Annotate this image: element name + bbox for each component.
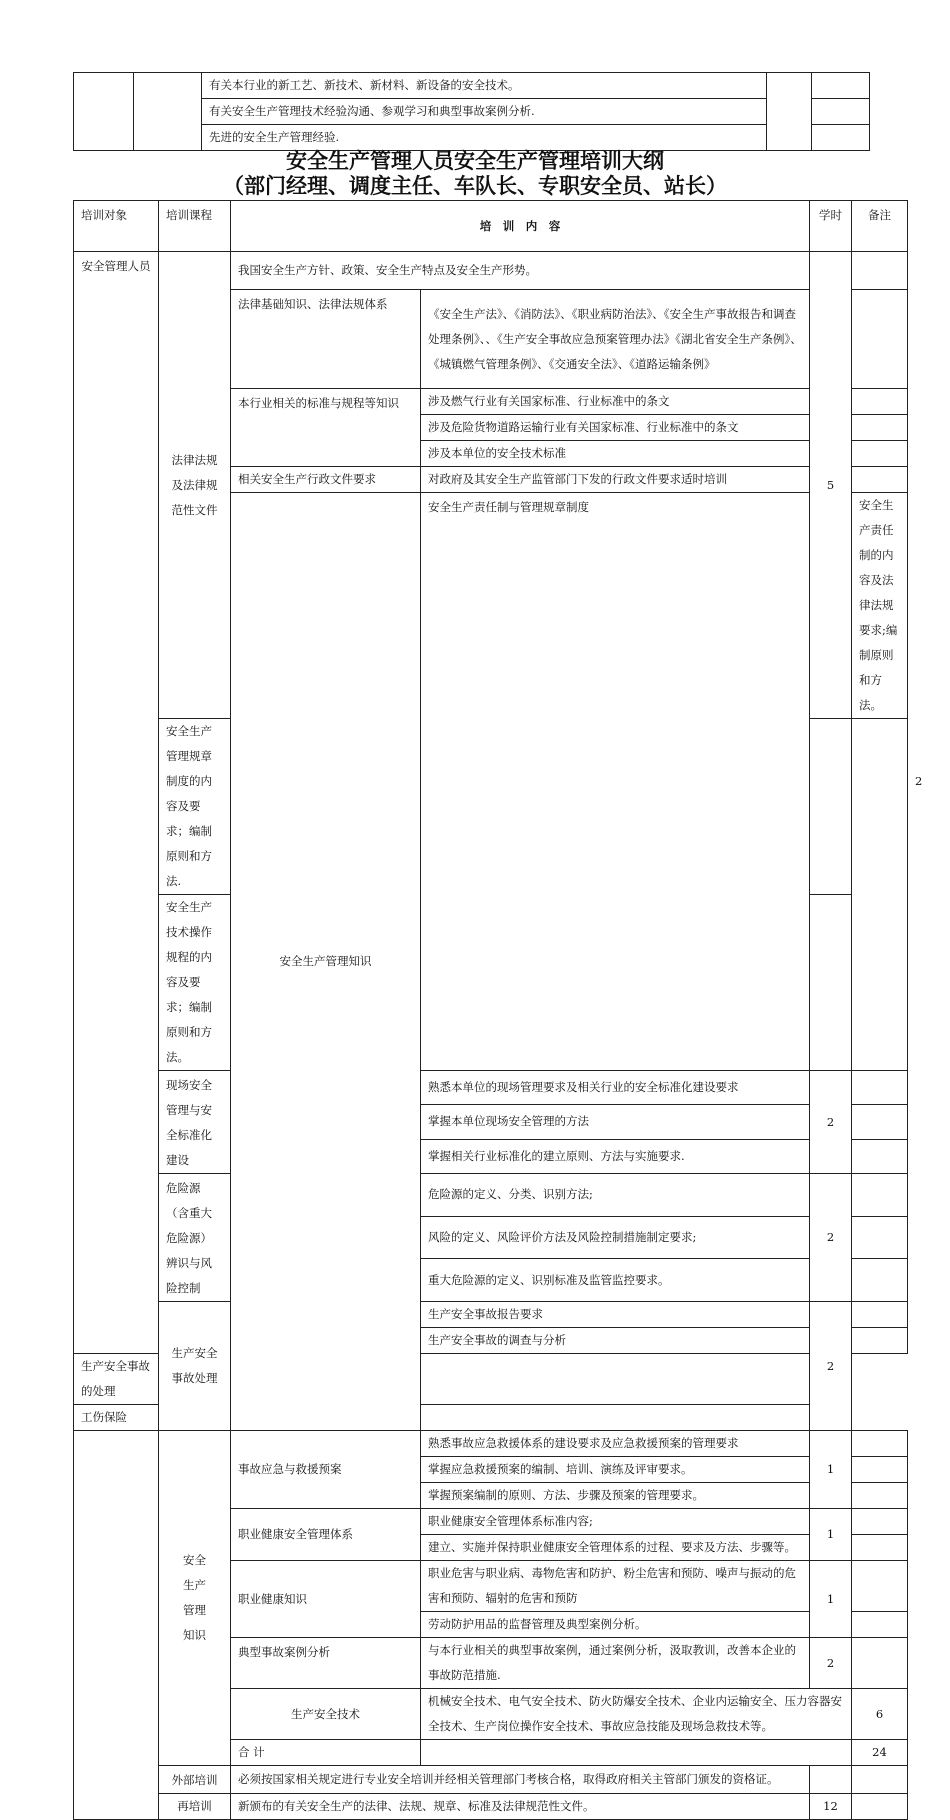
content-cell: 熟悉事故应急救援体系的建设要求及应急救援预案的管理要求 (421, 1431, 810, 1457)
content-cell: 涉及危险货物道路运输行业有关国家标准、行业标准中的条文 (421, 415, 810, 441)
topic-cell: 典型事故案例分析 (231, 1638, 421, 1689)
content-cell: 劳动防护用品的监督管理及典型案例分析。 (421, 1612, 810, 1638)
content-cell: 建立、实施并保持职业健康安全管理体系的过程、要求及方法、步骤等。 (421, 1535, 810, 1561)
content-cell: 新颁布的有关安全生产的法律、法规、规章、标准及法律规范性文件。 (231, 1794, 810, 1820)
retrain-hours: 12 (810, 1794, 852, 1820)
note-cell (852, 1535, 908, 1561)
course-tech: 生产安全技术 (231, 1689, 421, 1740)
hours-cell: 6 (852, 1689, 908, 1740)
note-cell (852, 1766, 908, 1794)
note-cell (852, 1071, 908, 1105)
note-cell (812, 73, 870, 99)
content-cell: 职业危害与职业病、毒物危害和防护、粉尘危害和预防、噪声与振动的危害和预防、辐射的危害和预防 (421, 1561, 810, 1612)
content-cell: 先进的安全生产管理经验. (202, 125, 767, 151)
content-cell: 熟悉本单位的现场管理要求及相关行业的安全标准化建设要求 (421, 1071, 810, 1105)
header-content: 培 训 内 容 (231, 201, 810, 252)
content-cell: 重大危险源的定义、识别标准及监管监控要求。 (421, 1259, 810, 1302)
content-cell: 生产安全事故的调查与分析 (421, 1328, 810, 1354)
note-cell (852, 1483, 908, 1509)
content-cell: 机械安全技术、电气安全技术、防火防爆安全技术、企业内运输安全、压力容器安全技术、生产岗位操作安全技术、事故应急技能及现场急救技术等。 (421, 1689, 852, 1740)
hours-cell (810, 1766, 852, 1794)
empty-cell (74, 73, 134, 151)
note-cell (852, 1302, 908, 1328)
topic-cell: 本行业相关的标准与规程等知识 (231, 389, 421, 467)
note-cell (852, 1509, 908, 1535)
content-cell: 安全生产管理规章制度的内容及要求；编制原则和方法. (159, 719, 231, 895)
content-cell: 对政府及其安全生产监管部门下发的行政文件要求适时培训 (421, 467, 810, 493)
note-cell (810, 895, 852, 1071)
content-cell: 安全生产责任制的内容及法律法规要求;编制原则和方法。 (852, 493, 908, 719)
note-cell (852, 1561, 908, 1612)
note-cell (852, 1216, 908, 1259)
topic-cell: 生产安全事故处理 (159, 1302, 231, 1431)
topic-cell: 职业健康安全管理体系 (231, 1509, 421, 1561)
header-target: 培训对象 (74, 201, 159, 252)
topic-cell: 职业健康知识 (231, 1561, 421, 1638)
topic-cell: 危险源（含重大危险源）辨识与风险控制 (159, 1174, 231, 1302)
content-cell: 必须按国家相关规定进行专业安全培训并经相关管理部门考核合格，取得政府相关主管部门颁发的资格证。 (231, 1766, 810, 1794)
empty-cell (74, 1431, 159, 1820)
note-cell (421, 1405, 810, 1431)
topic-cell: 相关安全生产行政文件要求 (231, 467, 421, 493)
note-cell (852, 1174, 908, 1217)
note-cell (852, 1612, 908, 1638)
content-cell: 掌握应急救援预案的编制、培训、演练及评审要求。 (421, 1457, 810, 1483)
content-cell: 有关安全生产管理技术经验沟通、参观学习和典型事故案例分析. (202, 99, 767, 125)
note-cell (421, 1354, 810, 1405)
content-cell: 掌握预案编制的原则、方法、步骤及预案的管理要求。 (421, 1483, 810, 1509)
note-cell (852, 1139, 908, 1173)
topic-cell: 安全生产责任制与管理规章制度 (421, 493, 810, 1071)
target-cell: 安全管理人员 (74, 252, 159, 1354)
note-cell (852, 467, 908, 493)
hours-cell: 2 (810, 1302, 852, 1431)
hours-cell: 1 (810, 1431, 852, 1509)
course-law: 法律法规及法律规范性文件 (159, 252, 231, 719)
total-label: 合 计 (231, 1740, 421, 1766)
topic-cell: 事故应急与救援预案 (231, 1431, 421, 1509)
training-outline-table: 培训对象 培训课程 培 训 内 容 学时 备注 安全管理人员 法律法规及法律规范性文件 我国安全生产方针、政策、安全生产特点及安全生产形势。 5 法律基础知识、法律法规体系 《安全生产法》、《消防法》、《职业病防治法》、《安全生产事故报告和调查处理条例》、、《生产安全事故应急预案管理办法》《湖北省安全生产条例》、《城镇燃气管理条例》、《交通安全法》、《道路运输条例》 本行业相关的标准与规程等知识 涉及燃气行业有关国家标准、行业标准中的条文 涉及危险货物道路运输行业有关国家标准、行业标准中的条文 涉及本单位的安全技术标准 相关安全生产行政文件要求 对政府及其安全生产监管部门下发的行政文件要求适时培训 安全生产管理知识 安全生产责任制与管理规章制度 安全生产责任制的内容及法律法规要求;编制原则和方法。 2 安全生产管理规章制度的内容及要求；编制原则和方法. 安全生产技术操作规程的内容及要求；编制原则和方法。 现场安全管理与安全标准化建设 熟悉本单位的现场管理要求及相关行业的安全标准化建设要求 2 掌握本单位现场安全管理的方法 掌握相关行业标准化的建立原则、方法与实施要求. 危险源（含重大危险源）辨识与风险控制 危险源的定义、分类、识别方法; 2 风险的定义、风险评价方法及风险控制措施制定要求; 重大危险源的定义、识别标准及监管监控要求。 生产安全事故处理 生产安全事故报告要求 2 生产安全事故的调查与分析 生产安全事故的处理 工伤保险 安全生产管理知识 事故应急与救援预案 熟悉事故应急救援体系的建设要求及应急救援预案的管理要求 1 掌握应急救援预案的编制、培训、演练及评审要求。 掌握预案编制的原则、方法、步骤及预案的管理要求。 职业健康安全管理体系 职业健康安全管理体系标准内容; 1 建立、实施并保持职业健康安全管理体系的过程、要求及方法、步骤等。 职业健康知识 职业危害与职业病、毒物危害和防护、粉尘危害和预防、噪声与振动的危害和预防、辐射的危害和预防 1 劳动防护用品的监督管理及典型案例分析。 典型事故案例分析 与本行业相关的典型事故案例，通过案例分析，汲取教训，改善本企业的事故防范措施. 2 生产安全技术 机械安全技术、电气安全技术、防火防爆安全技术、企业内运输安全、压力容器安全技术、生产岗位操作安全技术、事故应急技能及现场急救技术等。 6 合 计 24 外部培训 必须按国家相关规定进行专业安全培训并经相关管理部门考核合格，取得政府相关主管部门颁发的资格证。 再培训 新颁布的有关安全生产的法律、法规、规章、标准及法律规范性文件。 12 (73, 200, 908, 1820)
note-cell (852, 1794, 908, 1820)
document-subtitle: （部门经理、调度主任、车队长、专职安全员、站长） (223, 173, 727, 198)
retrain-label: 再培训 (159, 1794, 231, 1820)
note-cell (812, 125, 870, 151)
total-hours: 24 (852, 1740, 908, 1766)
note-cell (852, 415, 908, 441)
content-cell: 涉及本单位的安全技术标准 (421, 441, 810, 467)
header-row (74, 201, 908, 252)
header-course: 培训课程 (159, 201, 231, 252)
note-cell (852, 1328, 908, 1354)
empty-cell (421, 1740, 852, 1766)
content-cell: 我国安全生产方针、政策、安全生产特点及安全生产形势。 (231, 252, 810, 290)
content-cell: 掌握相关行业标准化的建立原则、方法与实施要求. (421, 1139, 810, 1173)
note-cell (852, 290, 908, 389)
topic-cell: 现场安全管理与安全标准化建设 (159, 1071, 231, 1174)
topic-cell: 法律基础知识、法律法规体系 (231, 290, 421, 389)
content-cell: 生产安全事故的处理 (74, 1354, 159, 1405)
empty-cell (134, 73, 202, 151)
course-mgmt: 安全生产管理知识 (231, 493, 421, 1431)
content-cell: 与本行业相关的典型事故案例，通过案例分析，汲取教训，改善本企业的事故防范措施. (421, 1638, 810, 1689)
course-mgmt-2: 安全生产管理知识 (159, 1431, 231, 1766)
content-cell: 安全生产技术操作规程的内容及要求；编制原则和方法。 (159, 895, 231, 1071)
note-cell (852, 1105, 908, 1139)
continuation-table (73, 72, 870, 151)
note-cell (852, 1431, 908, 1457)
hours-cell: 2 (810, 1071, 852, 1174)
header-note: 备注 (852, 201, 908, 252)
content-cell: 风险的定义、风险评价方法及风险控制措施制定要求; (421, 1216, 810, 1259)
header-hours: 学时 (810, 201, 852, 252)
content-cell: 生产安全事故报告要求 (421, 1302, 810, 1328)
hours-cell: 2 (810, 1174, 852, 1302)
note-cell (852, 1457, 908, 1483)
content-cell: 工伤保险 (74, 1405, 159, 1431)
hours-cell: 5 (810, 252, 852, 719)
note-cell (852, 1259, 908, 1302)
hours-cell: 1 (810, 1561, 852, 1638)
document-title: 安全生产管理人员安全生产管理培训大纲 (286, 148, 664, 173)
note-cell (810, 719, 852, 895)
content-cell: 《安全生产法》、《消防法》、《职业病防治法》、《安全生产事故报告和调查处理条例》、、《生产安全事故应急预案管理办法》《湖北省安全生产条例》、《城镇燃气管理条例》、《交通安全法》、《道路运输条例》 (421, 290, 810, 389)
content-cell: 危险源的定义、分类、识别方法; (421, 1174, 810, 1217)
content-cell: 涉及燃气行业有关国家标准、行业标准中的条文 (421, 389, 810, 415)
hours-cell: 2 (810, 1638, 852, 1689)
note-cell (812, 99, 870, 125)
content-cell: 有关本行业的新工艺、新技术、新材料、新设备的安全技术。 (202, 73, 767, 99)
content-cell: 职业健康安全管理体系标准内容; (421, 1509, 810, 1535)
note-cell (852, 1638, 908, 1689)
hours-cell: 1 (810, 1509, 852, 1561)
note-cell (852, 389, 908, 415)
content-cell: 掌握本单位现场安全管理的方法 (421, 1105, 810, 1139)
external-label: 外部培训 (159, 1766, 231, 1794)
note-cell (852, 252, 908, 290)
hours-cell (767, 73, 812, 151)
note-cell (852, 441, 908, 467)
